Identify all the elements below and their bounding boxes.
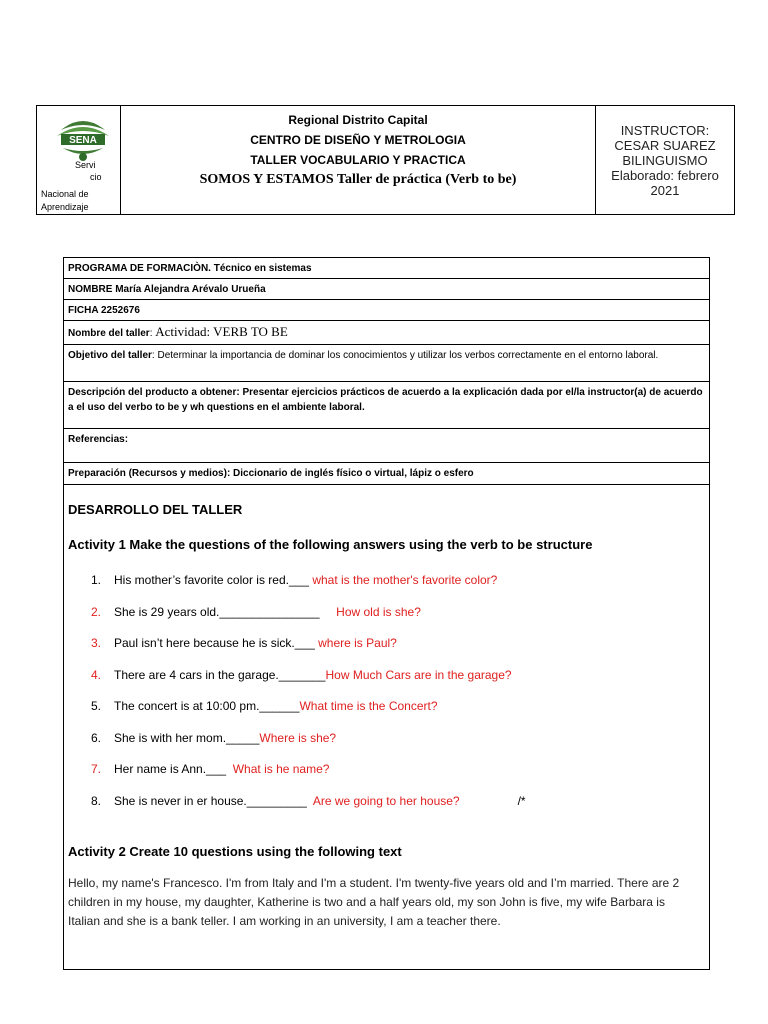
question-extra: /* (517, 794, 526, 808)
question-text: She is with her mom._____ (114, 731, 260, 745)
logo-cell (37, 106, 121, 214)
question-text: Paul isn’t here because he is sick.___ (114, 636, 319, 650)
activity2-title: Activity 2 Create 10 questions using the following text (68, 844, 402, 859)
question-5 (91, 699, 438, 713)
question-number: 7. (91, 762, 102, 776)
header-title-cell (121, 106, 596, 214)
programa-text: PROGRAMA DE FORMACIÒN. Técnico en sistemas (68, 263, 312, 274)
preparacion-text: Preparación (Recursos y medios): Diccionario de inglés físico o virtual, lápiz o esfero (68, 468, 474, 479)
ficha-text: FICHA 2252676 (68, 305, 140, 316)
question-number: 8. (91, 794, 102, 808)
question-answer: How old is she? (336, 605, 421, 619)
question-number: 2. (91, 605, 102, 619)
question-answer: Are we going to her house? (312, 794, 460, 808)
question-answer: Where is she? (259, 731, 337, 745)
question-text: There are 4 cars in the garage._______ (114, 668, 326, 682)
question-text: Her name is Ann.___ (114, 762, 233, 776)
question-number: 4. (91, 668, 102, 682)
header-centro: CENTRO DE DISEÑO Y METROLOGIA (250, 133, 466, 147)
activity2-paragraph: Hello, my name's Francesco. I'm from Italy and I'm a student. I'm twenty-five years old and I’m married. There are 2 children in my house, my daughter, Katherine is two and a half years old, my son John is five, my wife Barbara is Italian and she is a bank teller. I am working in an university, I am a teacher there. (68, 876, 680, 928)
row-descripcion (64, 382, 709, 429)
row-nombre (64, 279, 709, 300)
taller-value: Actividad: VERB TO BE (155, 324, 288, 339)
row-referencias (64, 429, 709, 463)
question-3 (91, 636, 397, 650)
descripcion-text: Descripción del producto a obtener: Presentar ejercicios prácticos de acuerdo a la explicación dada por el/la instructor(a) de acuerdo a el uso del verbo to be y wh questions en el ambiente laboral. (68, 387, 703, 413)
question-number: 3. (91, 636, 102, 650)
taller-colon: : (149, 328, 156, 339)
instructor-name: CESAR SUAREZ (614, 138, 716, 153)
question-1 (91, 573, 497, 587)
question-6 (91, 731, 336, 745)
logo-text-2: cio (90, 172, 102, 182)
instructor-label: INSTRUCTOR: (620, 123, 710, 138)
header-instructor-cell (596, 106, 734, 214)
question-4 (91, 668, 512, 682)
row-objetivo (64, 345, 709, 382)
question-answer: what is the mother's favorite color? (312, 573, 498, 587)
header-table (36, 105, 735, 215)
logo-brand-text: SENA (69, 135, 97, 146)
question-2 (91, 605, 421, 619)
question-8 (91, 794, 526, 808)
sena-logo (53, 110, 113, 164)
question-answer: What time is the Concert? (299, 699, 438, 713)
row-taller (64, 321, 709, 345)
row-preparacion (64, 463, 709, 485)
referencias-text: Referencias: (68, 434, 129, 445)
question-text: His mother’s favorite color is red.___ (114, 573, 313, 587)
question-answer: where is Paul? (318, 636, 397, 650)
question-text: She is 29 years old._______________ (114, 605, 337, 619)
nombre-text: NOMBRE María Alejandra Arévalo Urueña (68, 284, 266, 295)
header-subtitle: SOMOS Y ESTAMOS Taller de práctica (Verb to be) (199, 172, 517, 187)
row-ficha (64, 300, 709, 321)
question-7 (91, 762, 329, 776)
question-answer: What is he name? (232, 762, 330, 776)
info-table (63, 257, 710, 970)
row-programa (64, 258, 709, 279)
question-answer: How Much Cars are in the garage? (325, 668, 512, 682)
elaborado-year: 2021 (650, 183, 680, 198)
objetivo-label: Objetivo del taller (68, 350, 152, 361)
development-title: DESARROLLO DEL TALLER (68, 502, 243, 517)
logo-text-4: Aprendizaje (41, 202, 89, 212)
header-regional: Regional Distrito Capital (288, 113, 428, 127)
question-number: 6. (91, 731, 102, 745)
question-text: She is never in er house._________ (114, 794, 313, 808)
logo-text-1: Servi (75, 160, 96, 170)
header-taller: TALLER VOCABULARIO Y PRACTICA (250, 153, 466, 167)
logo-text-3: Nacional de (41, 189, 89, 199)
instructor-subject: BILINGUISMO (622, 153, 708, 168)
taller-label: Nombre del taller (68, 328, 150, 339)
development-section (64, 485, 709, 965)
question-number: 1. (91, 573, 102, 587)
question-number: 5. (91, 699, 102, 713)
activity1-title: Activity 1 Make the questions of the following answers using the verb to be structure (68, 537, 593, 552)
question-text: The concert is at 10:00 pm.______ (114, 699, 300, 713)
objetivo-text: : Determinar la importancia de dominar los conocimientos y utilizar los verbos correctamente en el entorno laboral. (151, 350, 659, 361)
elaborado-label: Elaborado: febrero (611, 168, 719, 183)
